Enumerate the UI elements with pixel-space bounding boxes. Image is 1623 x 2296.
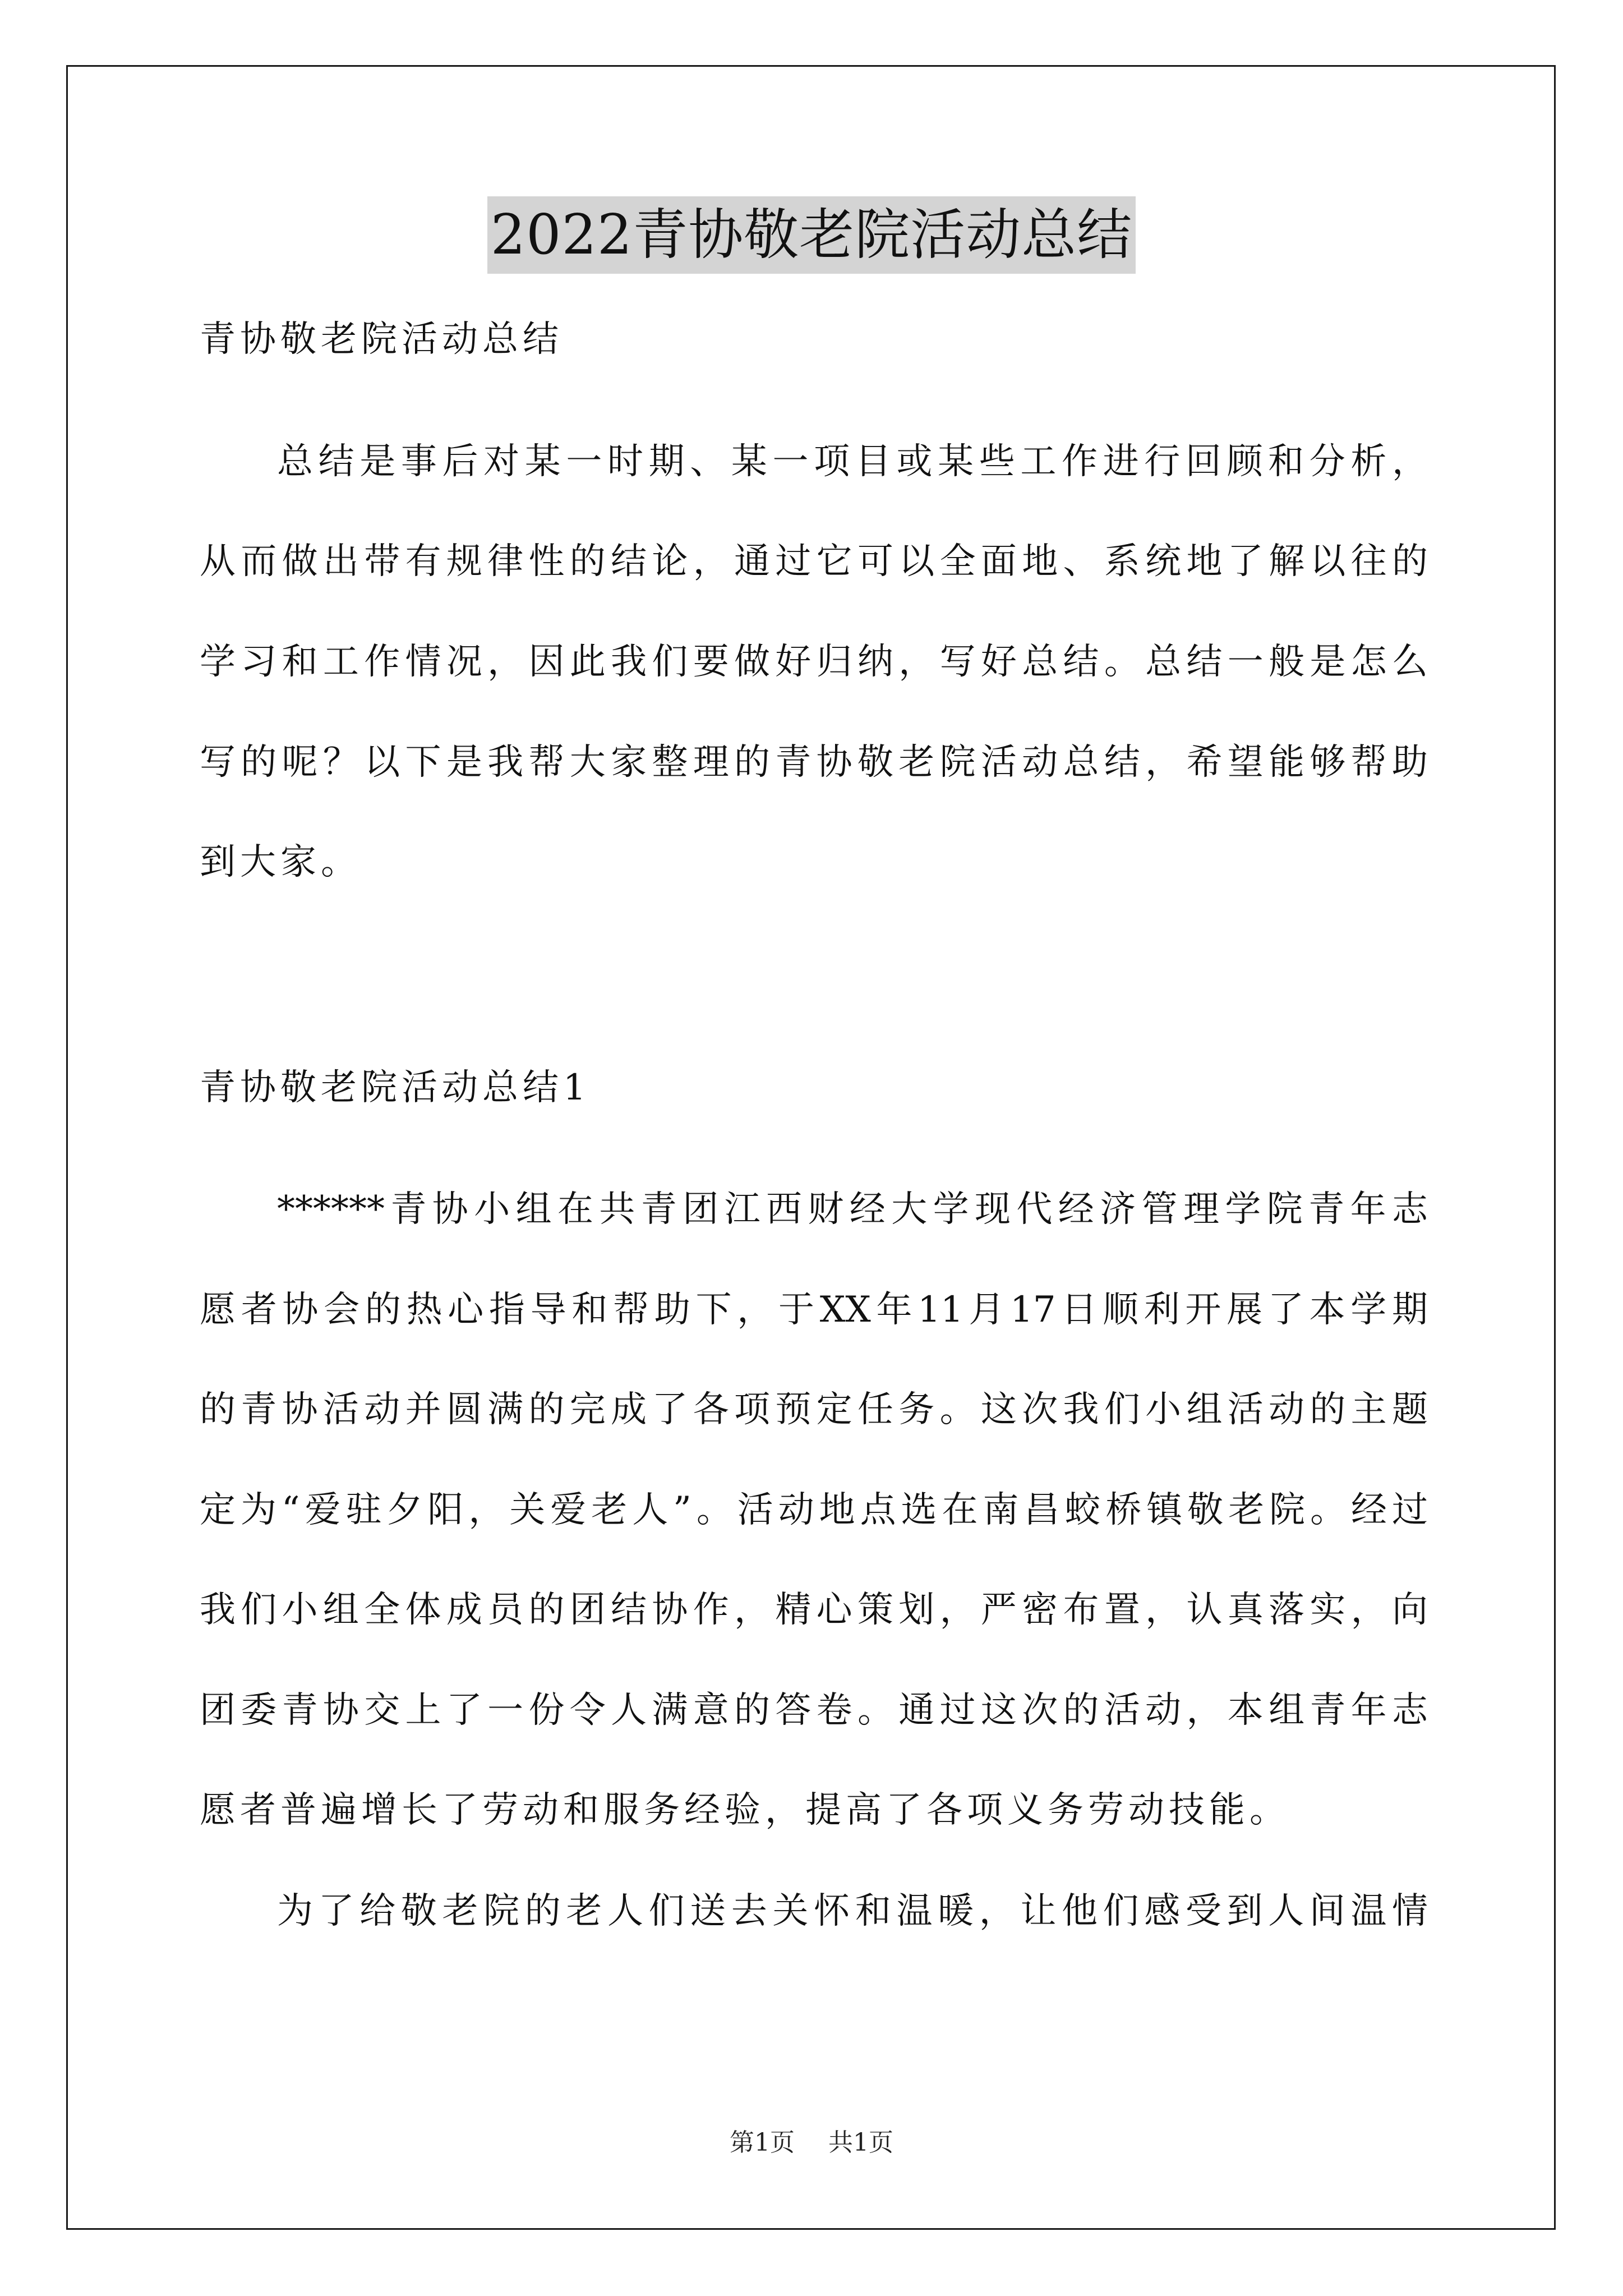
- paragraph-line: 团委青协交上了一份令人满意的答卷。通过这次的活动，本组青年志: [200, 1690, 1428, 1731]
- paragraph-line: 为了给敬老院的老人们送去关怀和温暖，让他们感受到人间温情: [277, 1890, 1428, 1932]
- paragraph-line: 总结是事后对某一时期、某一项目或某些工作进行回顾和分析，: [277, 441, 1428, 482]
- document-title: 2022青协敬老院活动总结: [487, 196, 1136, 274]
- paragraph-line: ******青协小组在共青团江西财经大学现代经济管理学院青年志: [277, 1189, 1428, 1230]
- paragraph-line: 的青协活动并圆满的完成了各项预定任务。这次我们小组活动的主题: [200, 1389, 1428, 1430]
- section-heading: 青协敬老院活动总结: [200, 319, 563, 360]
- page-number: 第1页: [730, 2128, 795, 2157]
- paragraph-line: 写的呢？以下是我帮大家整理的青协敬老院活动总结，希望能够帮助: [200, 742, 1428, 783]
- paragraph-line: 愿者普遍增长了劳动和服务经验，提高了各项义务劳动技能。: [200, 1789, 1290, 1831]
- title-container: [0, 196, 1623, 274]
- page-footer: [0, 2126, 1623, 2160]
- paragraph-line: 定为“爱驻夕阳，关爱老人”。活动地点选在南昌蛟桥镇敬老院。经过: [200, 1489, 1428, 1531]
- page-total: 共1页: [828, 2128, 893, 2157]
- paragraph-line: 学习和工作情况，因此我们要做好归纳，写好总结。总结一般是怎么: [200, 641, 1428, 683]
- paragraph-line: 愿者协会的热心指导和帮助下，于XX年11月17日顺利开展了本学期: [200, 1289, 1428, 1331]
- section-heading: 青协敬老院活动总结1: [200, 1067, 591, 1108]
- paragraph-line: 我们小组全体成员的团结协作，精心策划，严密布置，认真落实，向: [200, 1589, 1428, 1631]
- paragraph-line: 从而做出带有规律性的结论，通过它可以全面地、系统地了解以往的: [200, 541, 1428, 582]
- paragraph-line: 到大家。: [200, 841, 361, 883]
